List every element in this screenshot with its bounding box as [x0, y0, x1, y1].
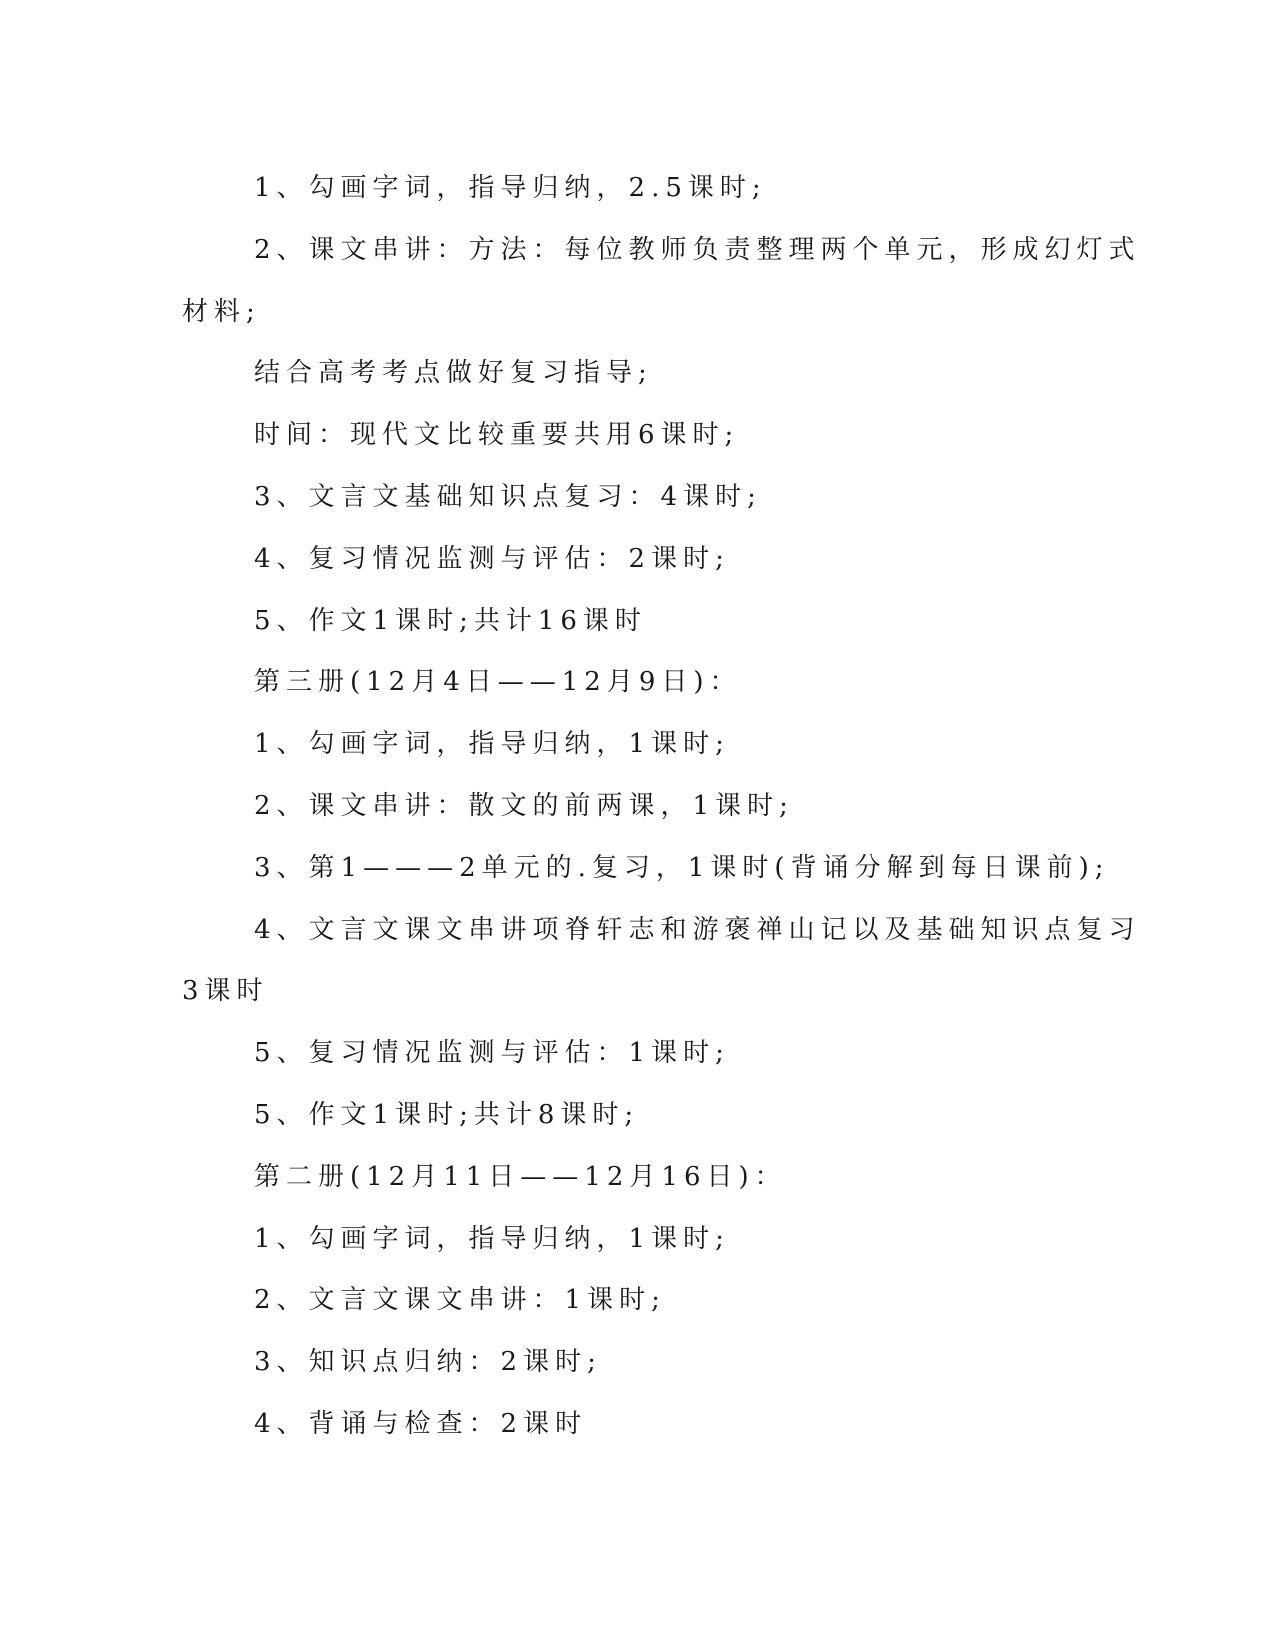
text-line: 3、第1———2单元的.复习，1课时(背诵分解到每日课前);	[254, 852, 1110, 883]
text-line: 2、课文串讲：方法：每位教师负责整理两个单元，形成幻灯式	[254, 234, 1141, 265]
text-line: 1、勾画字词，指导归纳，1课时;	[254, 1223, 730, 1254]
document-body	[182, 158, 1141, 1456]
text-line: 4、复习情况监测与评估：2课时;	[254, 543, 730, 574]
text-line: 2、文言文课文串讲：1课时;	[254, 1285, 666, 1316]
section-heading: 第三册(12月4日——12月9日)：	[254, 667, 742, 698]
text-line: 4、背诵与检查：2课时	[254, 1408, 588, 1439]
text-line: 5、复习情况监测与评估：1课时;	[254, 1038, 730, 1069]
text-line: 5、作文1课时;共计8课时;	[254, 1099, 640, 1130]
section-heading: 第二册(12月11日——12月16日)：	[254, 1161, 787, 1192]
text-line: 材料;	[182, 296, 261, 327]
text-line: 1、勾画字词，指导归纳，2.5课时;	[254, 173, 767, 203]
text-line: 2、课文串讲：散文的前两课，1课时;	[254, 790, 794, 821]
text-line: 4、文言文课文串讲项脊轩志和游褒禅山记以及基础知识点复习	[254, 914, 1141, 945]
text-line: 5、作文1课时;共计16课时	[254, 605, 647, 636]
text-line: 时间：现代文比较重要共用6课时;	[254, 420, 740, 451]
text-line: 结合高考考点做好复习指导;	[254, 358, 653, 389]
text-line: 3、文言文基础知识点复习：4课时;	[254, 481, 762, 512]
text-line: 3、知识点归纳：2课时;	[254, 1347, 602, 1378]
text-line: 3课时	[182, 976, 269, 1007]
text-line: 1、勾画字词，指导归纳，1课时;	[254, 729, 730, 760]
